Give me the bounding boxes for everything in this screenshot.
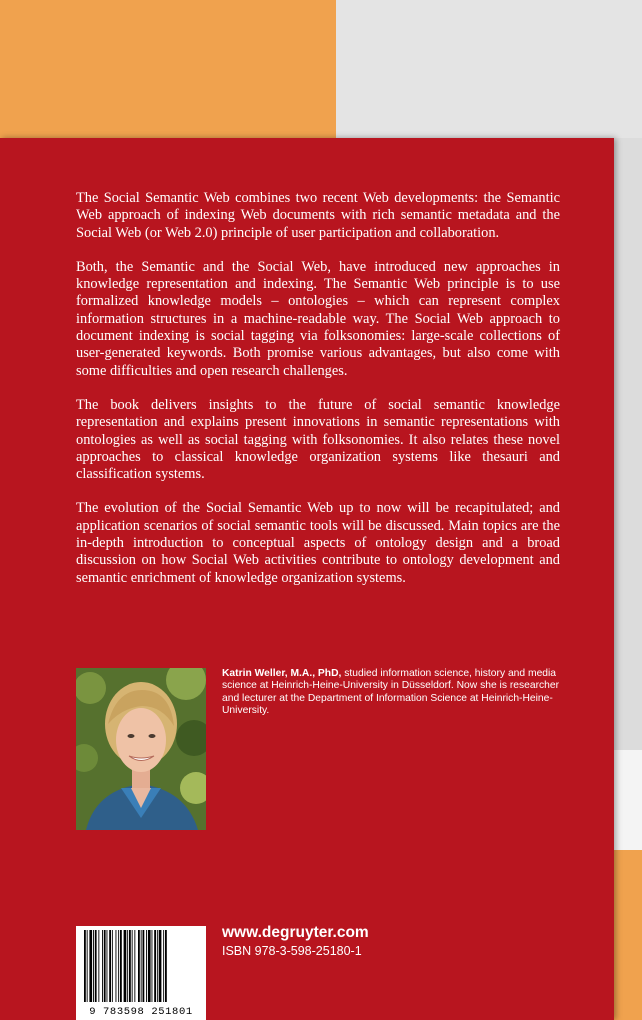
isbn-label: ISBN 978-3-598-25180-1 — [222, 944, 362, 958]
barcode-bar — [143, 930, 145, 1002]
barcode-bar — [157, 930, 158, 1002]
background-grey-strip — [614, 138, 642, 750]
blurb-paragraph-3: The book delivers insights to the future of social semantic knowledge representation and explains present innovations in semantic representations with ontologies as well as social tagging with folksonomies. It also relates these novel approaches to classical knowledge organization systems like thesauri and classification systems. — [76, 396, 560, 483]
barcode-bar — [127, 930, 128, 1002]
publisher-website[interactable]: www.degruyter.com — [222, 924, 369, 941]
barcode-bar — [124, 930, 127, 1002]
barcode-bar — [132, 930, 133, 1002]
barcode-bar — [138, 930, 140, 1002]
blurb-paragraph-1: The Social Semantic Web combines two recent Web developments: the Semantic Web approach of indexing Web documents with rich semantic metadata and the Social Web (or Web 2.0) principle of user participation and collaboration. — [76, 190, 560, 241]
author-portrait-image — [76, 668, 206, 830]
barcode-bar — [102, 930, 103, 1002]
background-orange-strip — [614, 850, 642, 1020]
barcode-bar — [134, 930, 135, 1002]
barcode-bar — [118, 930, 119, 1002]
background-grey-block — [336, 0, 642, 138]
barcode-bar — [98, 930, 99, 1002]
barcode-bar — [152, 930, 153, 1002]
barcode-bar — [95, 930, 97, 1002]
barcode-bars — [76, 926, 206, 1006]
barcode-bar — [112, 930, 113, 1002]
barcode-bar — [87, 930, 88, 1002]
barcode-bar — [120, 930, 122, 1002]
barcode-bar — [109, 930, 111, 1002]
barcode-bar — [116, 930, 117, 1002]
barcode-bar — [93, 930, 94, 1002]
blurb-paragraph-4: The evolution of the Social Semantic Web up to now will be recapitulated; and application scenarios of social semantic tools will be discussed. Main topics are the in-depth introduction to conceptual aspects of ontology design and a broad discussion on how Social Web activities contribute to ontology development and semantic enrichment of knowledge organization systems. — [76, 500, 560, 586]
barcode-bar — [129, 930, 131, 1002]
author-name: Katrin Weller, M.A., PhD, — [222, 668, 342, 679]
barcode-bar — [141, 930, 142, 1002]
background-white-strip — [614, 750, 642, 850]
barcode-bar — [107, 930, 108, 1002]
barcode-bar — [146, 930, 147, 1002]
barcode-bar — [154, 930, 156, 1002]
author-description: studied information science, history and media science at Heinrich-Heine-University in Düsseldorf. Now she is researcher and lecturer at the Department of Information Science at Heinrich-Heine-University. — [222, 668, 560, 717]
blurb-paragraph-2: Both, the Semantic and the Social Web, have introduced new approaches in knowledge representation and indexing. The Semantic Web principle is to use formalized knowledge models – ontologies – which can represent complex information structures in a machine-readable way. The Social Web approach to document indexing is social tagging via folksonomies: large-scale collections of user-generated keywords. Both promise various advantages, but also come with some difficulties and open research challenges. — [76, 258, 560, 379]
isbn-barcode — [76, 926, 206, 1020]
book-blurb — [76, 190, 560, 604]
barcode-bar — [84, 930, 86, 1002]
barcode-bar — [89, 930, 92, 1002]
barcode-digits: 9 783598 251801 — [89, 1006, 193, 1018]
author-bio — [222, 668, 562, 718]
barcode-bar — [165, 930, 167, 1002]
barcode-bar — [104, 930, 106, 1002]
author-photo — [76, 668, 206, 830]
barcode-bar — [159, 930, 162, 1002]
barcode-bar — [163, 930, 164, 1002]
background-orange-block — [0, 0, 336, 138]
barcode-bar — [148, 930, 151, 1002]
